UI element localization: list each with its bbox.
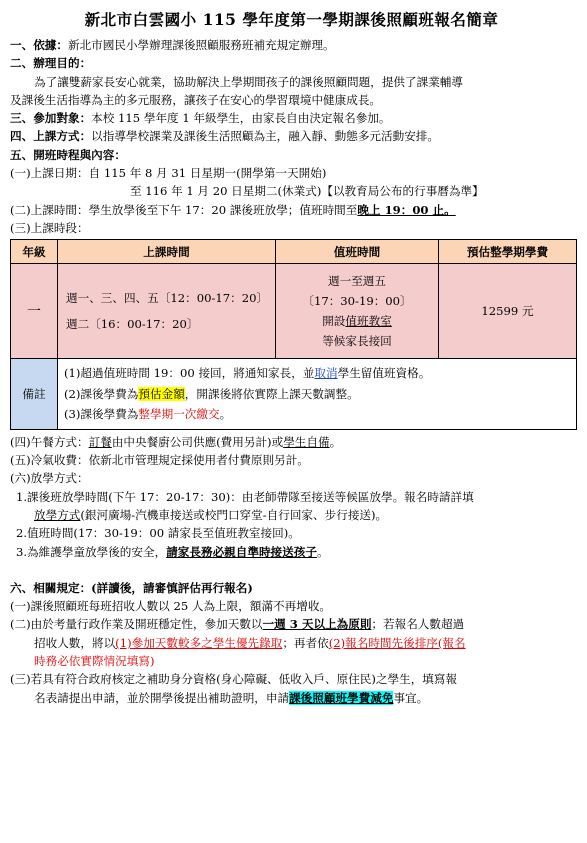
section-basis — [10, 36, 573, 54]
note-3 — [64, 404, 570, 425]
rule-3b-text: 名表請提出申請，並於開學後提出補助證明，申請 — [34, 690, 290, 705]
schedule-times — [10, 201, 573, 219]
dismiss-3-emph: 請家長務必親自準時接送孩子 — [166, 544, 317, 559]
table-header-row — [11, 240, 577, 264]
note-1-tail: 學生留值班資格。 — [337, 366, 431, 381]
time-line-2: 週二〔16：00-17：20〕 — [66, 317, 199, 332]
section-text: 新北市國民小學辦理課後照顧服務班補充規定辦理。 — [67, 38, 335, 52]
duty-line-3 — [277, 311, 437, 331]
schedule-times-end: 晚上 19：00 止。 — [357, 202, 456, 217]
lunch-self: 學生自備 — [283, 434, 330, 449]
table-note-row — [11, 359, 577, 430]
duty-room: 值班教室 — [345, 314, 392, 329]
note-2-tail: ，開課後將依實際上課天數調整。 — [184, 386, 359, 401]
rule-3b — [10, 689, 573, 707]
section-head: 三、參加對象： — [10, 111, 92, 126]
duty-line-4: 等候家長接回 — [322, 334, 392, 349]
duty-line-2: 〔17：30-19：00〕 — [302, 294, 412, 309]
lunch-line — [10, 433, 573, 451]
header-grade: 年級 — [11, 240, 58, 264]
cell-fee: 12599 元 — [439, 264, 577, 359]
note-1-text: (1)超過值班時間 19：00 接回，將通知家長，並 — [64, 366, 315, 381]
lunch-end: 。 — [329, 434, 342, 449]
duty-line-1: 週一至週五 — [328, 274, 386, 289]
dismiss-1b — [10, 506, 573, 524]
cell-grade: 一 — [11, 264, 58, 359]
schedule-periods-label: (三)上課時段： — [10, 220, 89, 235]
cell-note-head: 備註 — [11, 359, 58, 430]
section-rules-head: 六、相關規定：(詳讀後，請審慎評估再行報名) — [10, 580, 253, 595]
section-head: 四、上課方式： — [10, 129, 92, 144]
rule-2-days: 一週 3 天以上為原則 — [262, 617, 372, 632]
header-duty: 值班時間 — [276, 240, 439, 264]
rule-2-priority-1: (1)參加天數較多之學生優先錄取 — [115, 635, 283, 650]
purpose-paragraph-2: 及課後生活指導為主的多元服務，讓孩子在安心的學習環境中健康成長。 — [10, 92, 382, 107]
table-row — [11, 264, 577, 359]
section-target — [10, 109, 573, 127]
rule-2-priority-2: (2)報名時間先後排序(報名 — [328, 635, 466, 650]
note-1-cancel: 取消 — [314, 366, 338, 381]
dismiss-1a: 1.課後班放學時間(下午 17：20-17：30)：由老師帶隊至接送等候區放學。報名時請詳填 — [16, 489, 474, 504]
dismiss-3-text: 3.為維護學童放學後的安全， — [16, 544, 167, 559]
cell-time — [58, 264, 276, 359]
rule-2a — [10, 615, 573, 633]
note-3-tail: 。 — [219, 407, 232, 422]
lunch-label: (四)午餐方式： — [10, 434, 89, 449]
dismiss-2: 2.值班時間(17：30-19：00 請家長至值班教室接回)。 — [16, 526, 300, 541]
note-1 — [64, 363, 570, 384]
rule-2b-mid: ；再者依 — [282, 635, 329, 650]
duty-line-3-text: 開設 — [322, 314, 346, 329]
header-time: 上課時間 — [58, 240, 276, 264]
lunch-text: 由中央餐廚公司供應(費用另計)或 — [111, 434, 284, 449]
purpose-paragraph-1: 為了讓雙薪家長安心就業，協助解決上學期間孩子的課後照顧問題，提供了課業輔導 — [34, 74, 463, 89]
header-fee: 預估整學期學費 — [439, 240, 577, 264]
note-3-onepay: 整學期一次繳交 — [138, 407, 220, 422]
schedule-dates-1: (一)上課日期：自 115 年 8 月 31 日星期一(開學第一天開始) — [10, 166, 327, 181]
cell-notes — [58, 359, 577, 430]
dismiss-method: 放學方式 — [34, 507, 81, 522]
spacer — [10, 561, 573, 579]
rule-3-fee-waiver: 課後照顧班學費減免 — [289, 690, 394, 705]
cell-duty — [276, 264, 439, 359]
dismiss-3-end: 。 — [316, 544, 329, 559]
section-text: 以指導學校課業及課後生活照顧為主，融入靜、動態多元活動安排。 — [91, 129, 439, 144]
schedule-times-text: (二)上課時間：學生放學後至下午 17：20 課後班放學；值班時間至 — [10, 202, 358, 217]
section-schedule-head: 五、開班時程與內容： — [10, 147, 126, 162]
note-2 — [64, 384, 570, 405]
section-text: 本校 115 學年度 1 年級學生，由家長自由決定報名參加。 — [91, 111, 391, 126]
time-line-1: 週一、三、四、五〔12：00-17：20〕 — [66, 291, 269, 306]
rule-2b — [10, 634, 573, 652]
rule-2-tail: ；若報名人數超過 — [371, 617, 465, 632]
note-2-estimate: 預估金額 — [138, 386, 185, 401]
rule-3b-end: 事宜。 — [393, 690, 429, 705]
rule-1: (一)課後照顧班每班招收人數以 25 人為上限，額滿不再增收。 — [10, 599, 332, 614]
lunch-order: 訂餐 — [88, 434, 112, 449]
dismiss-3 — [10, 543, 573, 561]
dismiss-method-text: (銀河廣場-汽機車接送或校門口穿堂-自行回家、步行接送)。 — [80, 507, 388, 522]
schedule-dates-2: 至 116 年 1 月 20 日星期二(休業式)【以教育局公布的行事曆為準】 — [130, 184, 484, 199]
document-title: 新北市白雲國小 115 學年度第一學期課後照顧班報名簡章 — [84, 10, 499, 29]
rule-2-text: (二)由於考量行政作業及開班穩定性，參加天數以 — [10, 617, 263, 632]
rule-2c: 時務必依實際情況填寫) — [34, 654, 155, 669]
rule-2b-text: 招收人數，將以 — [34, 635, 116, 650]
note-2-text: (2)課後學費為 — [64, 386, 139, 401]
section-method — [10, 127, 573, 145]
dismiss-label: (六)放學方式： — [10, 471, 89, 486]
ac-line: (五)冷氣收費：依新北市管理規定採使用者付費原則另計。 — [10, 453, 309, 468]
section-head: 一、依據： — [10, 38, 68, 52]
schedule-table — [10, 239, 577, 430]
section-purpose-head: 二、辦理目的： — [10, 56, 92, 71]
note-3-text: (3)課後學費為 — [64, 407, 139, 422]
rule-3a: (三)若具有符合政府核定之補助身分資格(身心障礙、低收入戶、原住民)之學生，填寫報 — [10, 672, 458, 687]
